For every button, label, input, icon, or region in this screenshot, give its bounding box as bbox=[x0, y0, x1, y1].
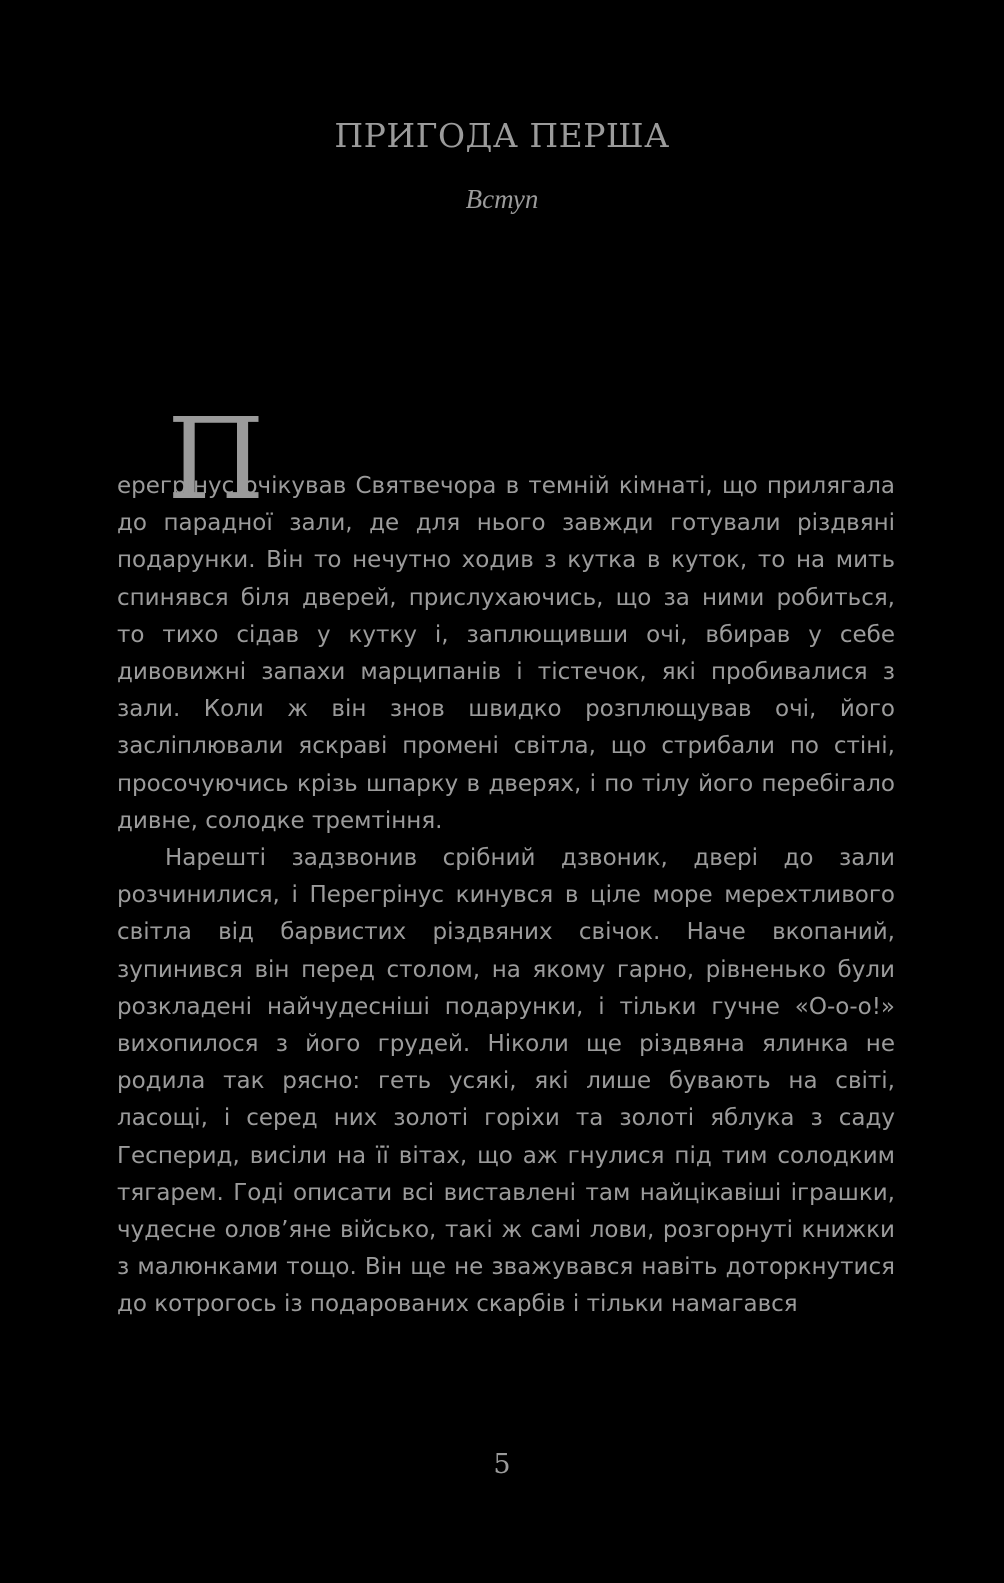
chapter-subtitle: Вступ bbox=[465, 184, 539, 214]
body-text bbox=[117, 395, 895, 1324]
paragraph-1 bbox=[117, 395, 895, 840]
page-number: 5 bbox=[493, 1449, 511, 1480]
drop-cap: П bbox=[167, 395, 265, 525]
paragraph-2: Нарешті задзвонив срібний дзвоник, двері до зали розчинилися, і Перегрінус кинувся в ціле море мерехтливого світла від барвистих різдвяних свічок. Наче вкопаний, зупинився він перед столом, на якому гарно, рівненько були розкладені найчудесніші подарунки, і тільки гучне «О-о-о!» вихопилося з його грудей. Ніколи ще різдвяна ялинка не родила так рясно: геть усякі, які лише бувають на світі, ласощі, і серед них золоті горіхи та золоті яблука з саду Гесперид, висіли на її вітах, що аж гнулися під тим солодким тягарем. Годі описати всі виставлені там найцікавіші іграшки, чудесне олов’яне військо, такі ж самі лови, розгорнуті книжки з малюнками тощо. Він ще не зважувався навіть доторкнутися до котрогось із подарованих скарбів і тільки намагався bbox=[117, 845, 895, 1318]
paragraph-1-text: ерегрінус очікував Святвечора в темній кімнаті, що прилягала до парадної зали, де для нього завжди готували різдвяні подарунки. Він то нечутно ходив з кутка в куток, то на мить спинявся біля дверей, прислухаючись, що за ними робиться, то тихо сідав у кутку і, заплющивши очі, вбирав у себе дивовижні запахи марципанів і тістечок, які пробивалися з зали. Коли ж він знов швидко розплющував очі, його засліплювали яскраві промені світла, що стрибали по стіні, просочуючись крізь шпарку в дверях, і по тілу його перебігало дивне, солодке тремтіння. bbox=[117, 473, 895, 834]
chapter-title: ПРИГОДА ПЕРША bbox=[334, 116, 670, 155]
